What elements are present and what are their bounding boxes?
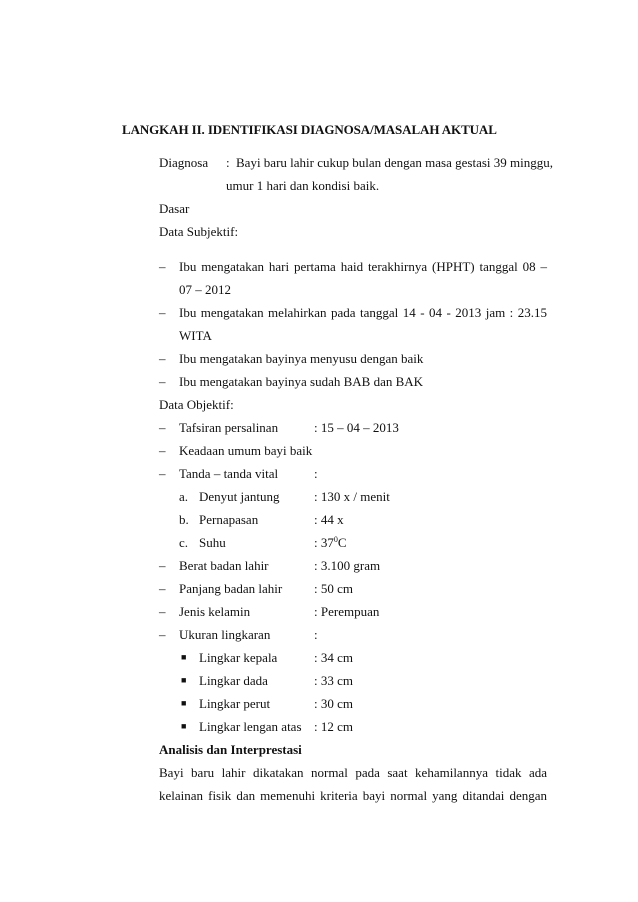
lingkar-label: Lingkar lengan atas [199, 719, 302, 734]
dash-marker: – [159, 443, 166, 458]
square-bullet-icon: ■ [181, 698, 187, 708]
lingkar-label: Lingkar dada [199, 673, 268, 688]
lingkar-label: Lingkar kepala [199, 650, 278, 665]
suhu-value [314, 535, 347, 551]
panjang-label: Panjang badan lahir [179, 581, 283, 596]
jenis-label: Jenis kelamin [179, 604, 251, 619]
panjang-value: : 50 cm [314, 581, 353, 596]
analisis-line2: kelainan fisik dan memenuhi kriteria bayi normal yang ditandai dengan [159, 788, 547, 803]
diagnosa-label: Diagnosa [159, 155, 209, 170]
dash-marker: – [159, 259, 166, 274]
objektif-title: Data Objektif: [159, 397, 234, 412]
vital-label: Pernapasan [199, 512, 259, 527]
ukuran-label: Ukuran lingkaran [179, 627, 271, 642]
subjektif-title: Data Subjektif: [159, 224, 239, 239]
dash-marker: – [159, 374, 166, 389]
tafsiran-value: : 15 – 04 – 2013 [314, 420, 399, 435]
lingkar-value: : 12 cm [314, 719, 353, 734]
analisis-title: Analisis dan Interprestasi [159, 742, 302, 757]
vital-letter: c. [179, 535, 189, 550]
dash-marker: – [159, 420, 166, 435]
dash-marker: – [159, 305, 166, 320]
tafsiran-label: Tafsiran persalinan [179, 420, 279, 435]
subjektif-item-3: Ibu mengatakan bayinya menyusu dengan baik [179, 351, 424, 366]
dash-marker: – [159, 351, 166, 366]
berat-label: Berat badan lahir [179, 558, 269, 573]
lingkar-label: Lingkar perut [199, 696, 271, 711]
analisis-line1: Bayi baru lahir dikatakan normal pada saat kehamilannya tidak ada [159, 765, 547, 780]
lingkar-value: : 34 cm [314, 650, 353, 665]
dash-marker: – [159, 581, 166, 596]
dash-marker: – [159, 627, 166, 642]
ttv-value: : [314, 466, 318, 481]
dash-marker: – [159, 558, 166, 573]
dasar-label: Dasar [159, 201, 190, 216]
ttv-label: Tanda – tanda vital [179, 466, 279, 481]
vital-value: : 130 x / menit [314, 489, 390, 504]
square-bullet-icon: ■ [181, 721, 187, 731]
vital-label: Suhu [199, 535, 226, 550]
subjektif-item-2-line1: Ibu mengatakan melahirkan pada tanggal 14 - 04 - 2013 jam : 23.15 [179, 305, 547, 320]
diagnosa-text-line2: umur 1 hari dan kondisi baik. [226, 178, 380, 193]
diagnosa-separator: : [226, 155, 230, 170]
vital-value: : 44 x [314, 512, 344, 527]
square-bullet-icon: ■ [181, 675, 187, 685]
diagnosa-text-line1: Bayi baru lahir cukup bulan dengan masa gestasi 39 minggu, [236, 155, 553, 170]
section-heading: LANGKAH II. IDENTIFIKASI DIAGNOSA/MASALAH AKTUAL [122, 122, 497, 137]
subjektif-item-2-line2: WITA [179, 328, 212, 343]
vital-label: Denyut jantung [199, 489, 280, 504]
jenis-value: : Perempuan [314, 604, 380, 619]
vital-letter: b. [179, 512, 189, 527]
ukuran-value: : [314, 627, 318, 642]
subjektif-item-1-line1: Ibu mengatakan hari pertama haid terakhirnya (HPHT) tanggal 08 – [179, 259, 547, 274]
lingkar-value: : 33 cm [314, 673, 353, 688]
degree-superscript: 0 [333, 535, 338, 544]
subjektif-item-1-line2: 07 – 2012 [179, 282, 231, 297]
dash-marker: – [159, 604, 166, 619]
lingkar-value: : 30 cm [314, 696, 353, 711]
vital-letter: a. [179, 489, 189, 504]
suhu-value-prefix: : 37 [314, 535, 334, 550]
square-bullet-icon: ■ [181, 652, 187, 662]
suhu-value-suffix: C [337, 535, 347, 550]
berat-value: : 3.100 gram [314, 558, 381, 573]
dash-marker: – [159, 466, 166, 481]
subjektif-item-4: Ibu mengatakan bayinya sudah BAB dan BAK [179, 374, 424, 389]
keadaan-umum: Keadaan umum bayi baik [179, 443, 313, 458]
